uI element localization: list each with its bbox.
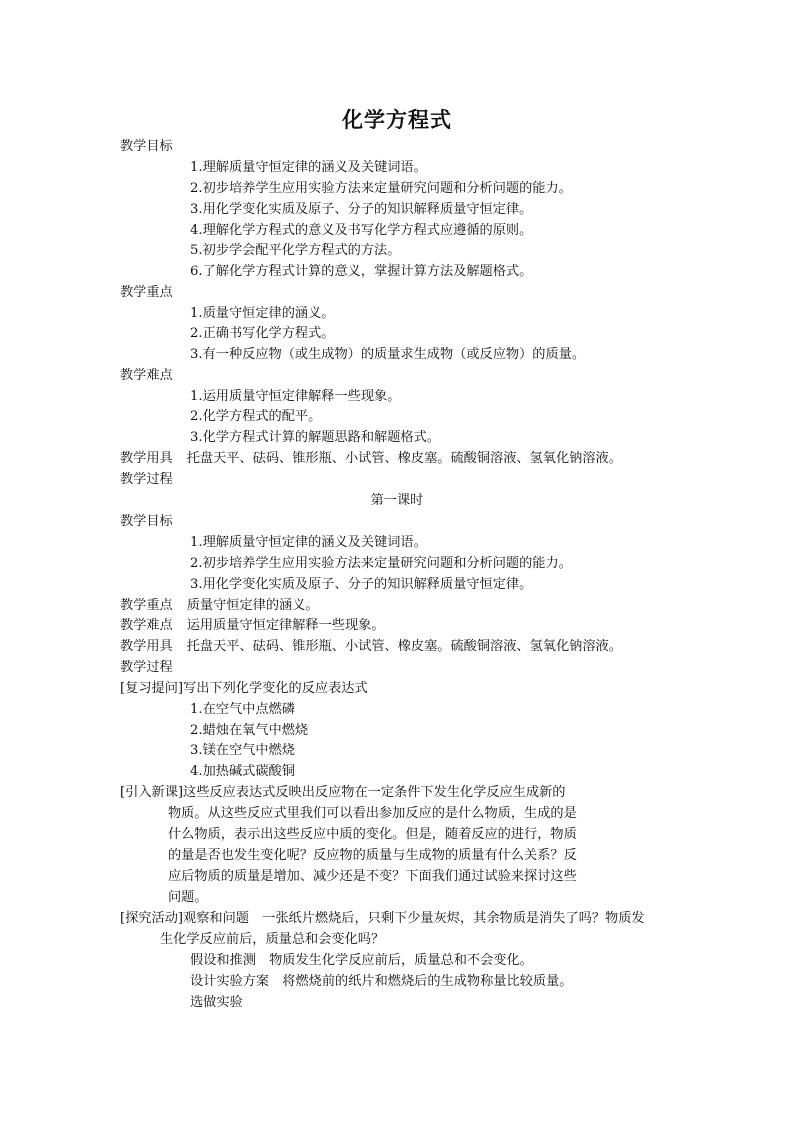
lesson-tools-line — [120, 638, 622, 656]
design-text: 设计实验方案 将燃烧前的纸片和燃烧后的生成物称量比较质量。 — [190, 974, 573, 989]
lesson-key-text: 质量守恒定律的涵义。 — [186, 598, 319, 613]
lesson-objective-item: 1.理解质量守恒定律的涵义及关键词语。 — [190, 535, 427, 550]
process-heading: 教学过程 — [120, 472, 173, 487]
intro-label: [引入新课] — [120, 785, 184, 800]
review-label: [复习提问] — [120, 681, 184, 696]
review-item: 2.蜡烛在氧气中燃烧 — [190, 723, 309, 738]
lesson-process-heading: 教学过程 — [120, 660, 173, 675]
tools-heading: 教学用具 — [120, 451, 173, 466]
key-points-heading: 教学重点 — [120, 285, 173, 300]
intro-text: 应后物质的质量是增加、减少还是不变？下面我们通过试验来探讨这些 — [168, 869, 577, 884]
intro-text: 这些反应表达式反映出反应物在一定条件下发生化学反应生成新的 — [183, 785, 566, 800]
lesson-difficulty-heading: 教学难点 — [120, 618, 173, 633]
difficulty-item: 3.化学方程式计算的解题思路和解题格式。 — [190, 430, 440, 445]
objective-item: 3.用化学变化实质及原子、分子的知识解释质量守恒定律。 — [190, 202, 533, 217]
lesson-objective-item: 2.初步培养学生应用实验方法来定量研究问题和分析问题的能力。 — [190, 556, 572, 571]
review-item: 1.在空气中点燃磷 — [190, 702, 295, 717]
lesson-key-heading: 教学重点 — [120, 598, 173, 613]
objective-item: 1.理解质量守恒定律的涵义及关键词语。 — [190, 160, 427, 175]
objectives-heading: 教学目标 — [120, 139, 173, 154]
objective-item: 6.了解化学方程式计算的意义，掌握计算方法及解题格式。 — [190, 264, 533, 279]
key-point-item: 2.正确书写化学方程式。 — [190, 326, 335, 341]
difficulty-item: 1.运用质量守恒定律解释一些现象。 — [190, 389, 401, 404]
review-line — [120, 680, 368, 698]
select-experiment-text: 选做实验 — [190, 995, 243, 1010]
lesson-objective-item: 3.用化学变化实质及原子、分子的知识解释质量守恒定律。 — [190, 577, 533, 592]
objective-item: 2.初步培养学生应用实验方法来定量研究问题和分析问题的能力。 — [190, 181, 572, 196]
lesson-subtitle: 第一课时 — [370, 493, 424, 508]
review-text: 写出下列化学变化的反应表达式 — [183, 681, 368, 696]
intro-text: 物质。从这些反应式里我们可以看出参加反应的是什么物质，生成的是 — [168, 806, 577, 821]
intro-text: 的量是否也发生变化呢？反应物的质量与生成物的质量有什么关系？反 — [168, 848, 577, 863]
difficulties-heading: 教学难点 — [120, 368, 173, 383]
review-item: 3.镁在空气中燃烧 — [190, 743, 295, 758]
explore-line — [120, 910, 645, 928]
tools-line — [120, 450, 622, 468]
lesson-difficulty-line — [120, 617, 385, 635]
key-point-item: 1.质量守恒定律的涵义。 — [190, 306, 335, 321]
tools-text: 托盘天平、砝码、锥形瓶、小试管、橡皮塞。硫酸铜溶液、氢氧化钠溶液。 — [186, 451, 622, 466]
lesson-key-line — [120, 597, 319, 615]
review-item: 4.加热碱式碳酸铜 — [190, 764, 295, 779]
lesson-tools-text: 托盘天平、砝码、锥形瓶、小试管、橡皮塞。硫酸铜溶液、氢氧化钠溶液。 — [186, 639, 622, 654]
objective-item: 5.初步学会配平化学方程式的方法。 — [190, 243, 401, 258]
explore-text: 观察和问题 一张纸片燃烧后，只剩下少量灰烬，其余物质是消失了吗？物质发 — [183, 911, 645, 926]
difficulty-item: 2.化学方程式的配平。 — [190, 409, 322, 424]
hypothesis-text: 假设和推测 物质发生化学反应前后，质量总和不会变化。 — [190, 953, 533, 968]
explore-label: [探究活动] — [120, 911, 184, 926]
lesson-difficulty-text: 运用质量守恒定律解释一些现象。 — [186, 618, 385, 633]
intro-text: 问题。 — [168, 890, 208, 905]
key-point-item: 3.有一种反应物（或生成物）的质量求生成物（或反应物）的质量。 — [190, 347, 586, 362]
lesson-tools-heading: 教学用具 — [120, 639, 173, 654]
objective-item: 4.理解化学方程式的意义及书写化学方程式应遵循的原则。 — [190, 223, 533, 238]
explore-text: 生化学反应前后，质量总和会变化吗？ — [160, 932, 385, 947]
intro-text: 什么物质，表示出这些反应中质的变化。但是，随着反应的进行，物质 — [168, 827, 577, 842]
page-title: 化学方程式 — [342, 108, 452, 132]
lesson-objectives-heading: 教学目标 — [120, 514, 173, 529]
intro-line — [120, 784, 565, 802]
